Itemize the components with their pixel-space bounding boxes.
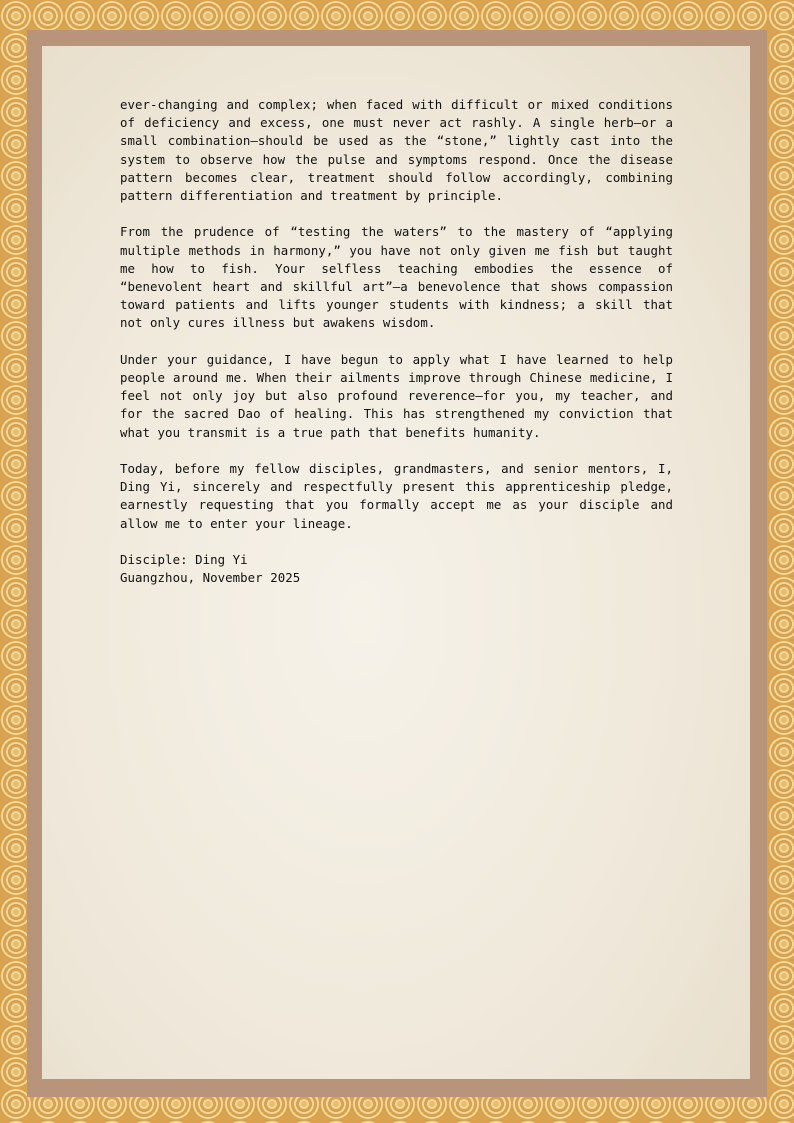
paragraph-4: Today, before my fellow disciples, grandmasters, and senior mentors, I, Ding Yi, sincerely and respectfully present this apprenticeship pledge, earnestly requesting that you formally accept me as your disciple and allow me to enter your lineage.: [120, 461, 673, 531]
letter-body: [120, 96, 673, 587]
paragraph-2: From the prudence of “testing the waters” to the mastery of “applying multiple methods in harmony,” you have not only given me fish but taught me how to fish. Your selfless teaching embodies the essence of “benevolent heart and skillful art”—a benevolence that shows compassion toward patients and lifts younger students with kindness; a skill that not only cures illness but awakens wisdom.: [120, 224, 673, 331]
paragraph-3: Under your guidance, I have begun to apply what I have learned to help people around me. When their ailments improve through Chinese medicine, I feel not only joy but also profound reverence—for you, my teacher, and for the sacred Dao of healing. This has strengthened my conviction that what you transmit is a true path that benefits humanity.: [120, 351, 673, 440]
paragraph-1: ever-changing and complex; when faced with difficult or mixed conditions of deficiency and excess, one must never act rashly. A single herb—or a small combination—should be used as the “stone,” lightly cast into the system to observe how the pulse and symptoms respond. Once the disease pattern becomes clear, treatment should follow accordingly, combining pattern differentiation and treatment by principle.: [120, 97, 673, 204]
place-date-line: Guangzhou, November 2025: [120, 570, 301, 586]
signature-line: Disciple: Ding Yi: [120, 552, 248, 568]
